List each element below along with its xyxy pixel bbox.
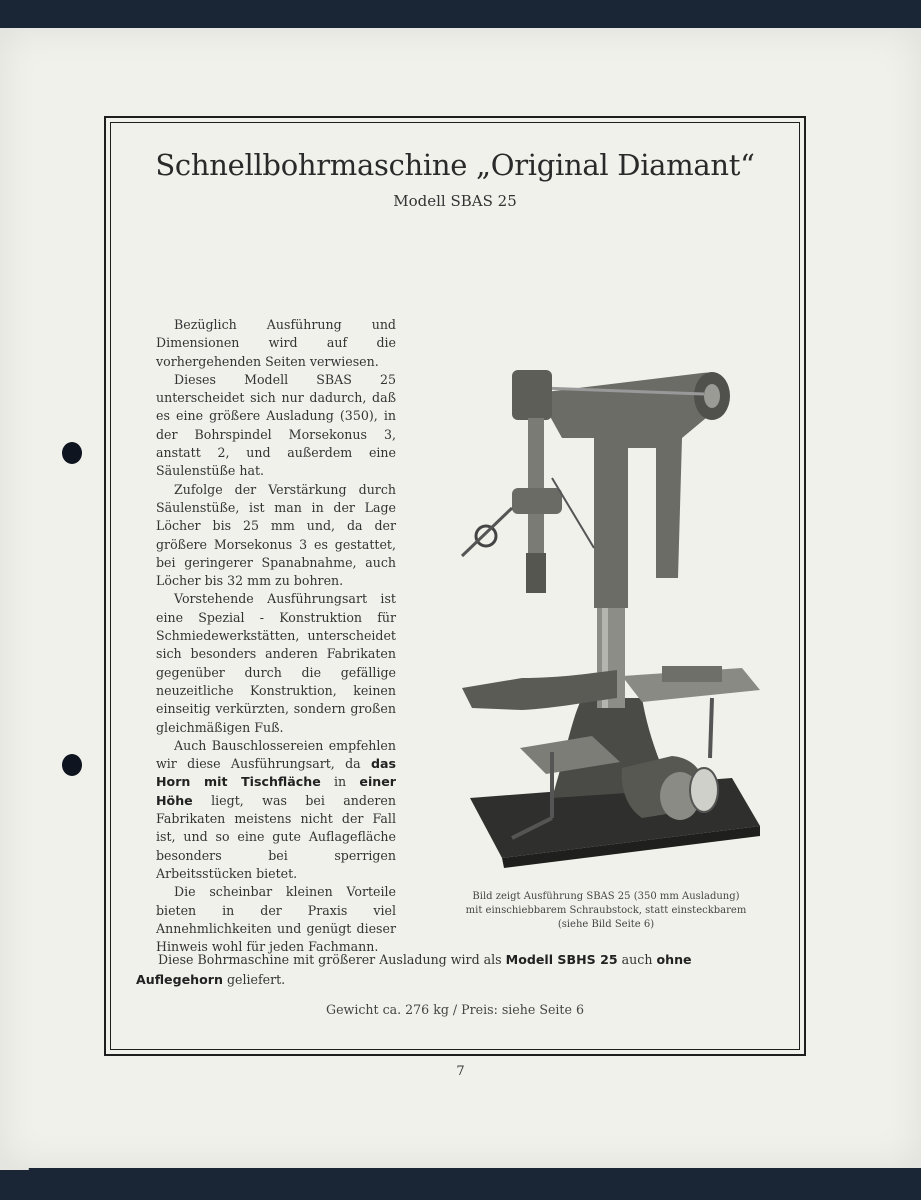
model-subtitle: Modell SBAS 25: [393, 192, 517, 210]
p5-emphasis-height: einer Höhe: [156, 774, 396, 808]
page-title: Schnellbohrmaschine „Original Diamant“: [155, 148, 755, 182]
paragraph-3: Zufolge der Verstärkung durch Säulenstüße, ist man in der Lage Löcher bis 25 mm und, da der größere Morsekonus 3 es gestattet, bei geringerer Spanabnahme, auch Löcher bis 32 mm zu bohren.: [156, 481, 396, 589]
paragraph-7: [136, 950, 776, 990]
p7-model-name: Modell SBHS 25: [505, 952, 618, 967]
paragraph-2: Dieses Modell SBAS 25 unterscheidet sich nur dadurch, daß es eine größere Ausladung (350), in der Bohrspindel Morsekonus 3, anstatt 2, und außerdem eine Säulenstüße hat.: [156, 371, 396, 479]
description-column: [156, 316, 396, 956]
p7-text-c: auch: [621, 952, 653, 967]
page-number: 7: [456, 1064, 465, 1079]
content-frame: [104, 116, 806, 1056]
drill-press-illustration: [442, 278, 762, 868]
caption-line-1: Bild zeigt Ausführung SBAS 25 (350 mm Ausladung): [472, 891, 740, 902]
caption-line-2: mit einschiebbarem Schraubstock, statt einsteckbarem: [465, 905, 747, 916]
p7-emphasis-horn: ohne Auflegehorn: [136, 952, 692, 987]
caption-line-3: (siehe Bild Seite 6): [557, 919, 655, 930]
paragraph-5: [156, 737, 396, 883]
weight-price-line: Gewicht ca. 276 kg / Preis: siehe Seite 6: [326, 1002, 584, 1017]
p7-text-e: geliefert.: [226, 972, 286, 987]
figure-caption: [436, 890, 776, 932]
p5-text-a: Auch Bauschlossereien empfehlen wir diese Ausführungsart, da: [156, 737, 396, 772]
p7-text-a: Diese Bohrmaschine mit größerer Ausladung wird als: [158, 952, 502, 967]
p5-text-e: liegt, was bei anderen Fabrikaten meistens nicht der Fall ist, und so eine gute Auflagefläche besonders bei sperrigen Arbeitsstücken bietet.: [156, 792, 396, 881]
p5-text-c: in: [334, 774, 347, 790]
p5-emphasis-horn: das Horn mit Tischfläche: [156, 756, 396, 790]
punch-hole-bottom: [62, 754, 82, 776]
punch-hole-top: [62, 442, 82, 464]
paragraph-6: Die scheinbar kleinen Vorteile bieten in der Praxis viel Annehmlichkeiten und genügt dieser Hinweis wohl für jeden Fachmann.: [156, 884, 396, 955]
paragraph-4: Vorstehende Ausführungsart ist eine Spezial - Konstruktion für Schmiedewerkstätten, unterscheidet sich besonders anderen Fabrikaten gegenüber durch die gefällige neuzeitliche Konstruktion, keinen einseitig verkürzten, sondern großen gleichmäßigen Fuß.: [156, 591, 396, 735]
paragraph-1: Bezüglich Ausführung und Dimensionen wird auf die vorhergehenden Seiten verwiesen.: [156, 317, 396, 369]
